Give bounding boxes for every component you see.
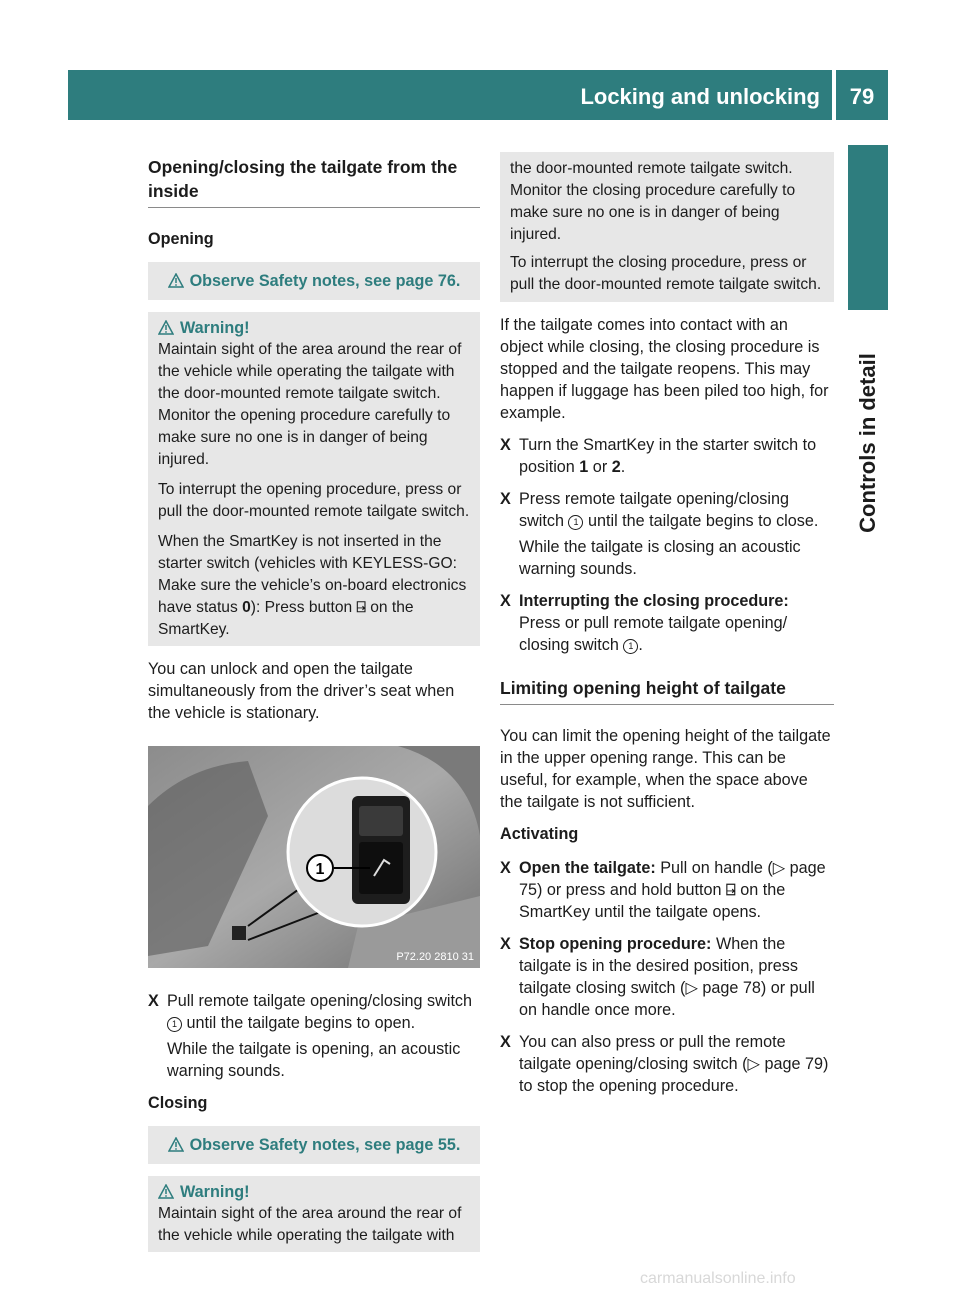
step-press-remote — [500, 1031, 834, 1097]
callout-1-icon: 1 — [167, 1017, 182, 1032]
left-column — [148, 155, 480, 1264]
right-column — [500, 152, 834, 1107]
side-tab-label — [848, 318, 888, 568]
step-text: Pull remote tailgate opening/closing switch — [167, 992, 473, 1010]
warning-continuation-p1: the door-mounted remote tailgate switch. Monitor the closing procedure carefully to make sure no one is in danger of being injured. — [510, 160, 796, 243]
footer-watermark: carmanualsonline.info — [640, 1270, 796, 1287]
side-tab-text: Controls in detail — [855, 353, 880, 533]
step-text: Press or pull remote tailgate opening/ closing switch — [519, 614, 788, 654]
warning-title-text: Warning! — [180, 1183, 250, 1201]
warning-1-p3c: on the SmartKey. — [158, 599, 414, 638]
warning-1-p3a: When the SmartKey is not inserted in the starter switch (vehicles with KEYLESS-GO: Make sure the vehicle’s on-board electronics have status — [158, 533, 467, 616]
closing-heading: Closing — [148, 1094, 208, 1112]
step-text: until the tailgate begins to close. — [587, 512, 819, 530]
step-press-switch — [500, 488, 834, 580]
warning-1-paragraph-1: Maintain sight of the area around the rear of the vehicle while operating the tailgate with the door-mounted remote tailgate switch. Monitor the opening procedure carefully to make sure no one is in danger of being injured. — [158, 341, 462, 468]
warning-box-2 — [148, 1176, 480, 1252]
step-bold-label: Interrupting the closing procedure: — [519, 592, 789, 610]
step-text: You can also press or pull the remote tailgate opening/closing switch (▷ page 79) to stop the opening procedure. — [519, 1033, 829, 1095]
step-text: until the tailgate begins to open. — [186, 1014, 416, 1032]
step-text: Pull on handle (▷ page 75) or press and hold button — [519, 859, 826, 899]
warning-2-paragraph-1: Maintain sight of the area around the rear of the vehicle while operating the tailgate with — [158, 1205, 462, 1244]
step-marker: X — [500, 436, 511, 454]
step-text: When the tailgate is in the desired position, press tailgate closing switch (▷ page 78) or pull on handle once more. — [519, 935, 815, 1019]
step-marker: X — [500, 592, 511, 610]
warning-triangle-icon — [168, 1137, 184, 1152]
warning-1-p3b: ): Press button — [250, 599, 353, 616]
warning-triangle-icon — [168, 273, 184, 288]
tailgate-key-icon: ⍈ — [356, 599, 366, 616]
callout-1-icon: 1 — [623, 639, 638, 654]
page-number: 79 — [849, 84, 875, 109]
section-title: Opening/closing the tailgate from the inside — [148, 155, 480, 208]
callout-1-icon: 1 — [568, 515, 583, 530]
paragraph-unlock-info: You can unlock and open the tailgate simultaneously from the driver’s seat when the vehicle is stationary. — [148, 660, 455, 722]
step-text: Turn the SmartKey in the starter switch to position — [519, 436, 817, 476]
step-bold-label: Stop opening procedure: — [519, 935, 712, 953]
page-title: Locking and unlocking — [580, 84, 820, 109]
warning-continuation-p2: To interrupt the closing procedure, press or pull the door-mounted remote tailgate switch. — [510, 254, 822, 293]
figure-code: P72.20 2810 31 — [396, 951, 474, 963]
warning-triangle-icon — [158, 320, 174, 335]
small-switch-shape — [232, 926, 246, 940]
warning-title — [158, 1181, 470, 1203]
warning-1-paragraph-3 — [158, 531, 470, 641]
step-open-tailgate — [500, 857, 834, 923]
step-pull-switch — [148, 990, 480, 1082]
step-continuation: While the tailgate is closing an acoustic warning sounds. — [519, 538, 801, 578]
step-marker: X — [500, 490, 511, 508]
step-continuation: While the tailgate is opening, an acoustic warning sounds. — [167, 1040, 461, 1080]
position-2: 2 — [611, 458, 621, 476]
step-text: . — [620, 458, 626, 476]
step-text: . — [638, 636, 643, 654]
step-interrupt-closing — [500, 590, 834, 656]
position-1: 1 — [579, 458, 589, 476]
paragraph-limiting: You can limit the opening height of the tailgate in the upper opening range. This can be useful, for example, when the space above the tailgate is not sufficient. — [500, 727, 831, 811]
step-text: Press remote tailgate opening/closing switch — [519, 490, 789, 530]
warning-triangle-icon — [158, 1184, 174, 1199]
safety-note-1-text: Observe Safety notes, see page 76. — [189, 272, 461, 290]
warning-1-paragraph-2: To interrupt the opening procedure, press or pull the door-mounted remote tailgate switch. — [158, 481, 470, 520]
side-tab-marker — [848, 145, 888, 310]
warning-box-1 — [148, 312, 480, 646]
step-turn-smartkey — [500, 434, 834, 478]
tailgate-switch-figure — [148, 746, 480, 968]
warning-title-text: Warning! — [180, 319, 250, 337]
section-title-limiting: Limiting opening height of tailgate — [500, 676, 834, 705]
status-value: 0 — [242, 599, 251, 616]
activating-heading: Activating — [500, 825, 579, 843]
safety-note-2-text: Observe Safety notes, see page 55. — [189, 1136, 461, 1154]
opening-heading: Opening — [148, 230, 214, 248]
callout-number: 1 — [315, 861, 325, 878]
safety-note-1 — [148, 262, 480, 300]
step-marker: X — [500, 859, 511, 877]
step-text: or — [588, 458, 612, 476]
step-marker: X — [148, 992, 159, 1010]
paragraph-obstruction: If the tailgate comes into contact with an object while closing, the closing procedure is stopped and the tailgate reopens. This may happen if luggage has been piled too high, for example. — [500, 316, 829, 422]
switch-upper-panel — [359, 806, 403, 836]
step-marker: X — [500, 1033, 511, 1051]
step-text: on the SmartKey until the tailgate opens. — [519, 881, 786, 921]
safety-note-2 — [148, 1126, 480, 1164]
tailgate-key-icon: ⍈ — [725, 881, 736, 899]
step-stop-opening — [500, 933, 834, 1021]
warning-title — [158, 317, 470, 339]
warning-continuation-box — [500, 152, 834, 302]
step-marker: X — [500, 935, 511, 953]
step-bold-label: Open the tailgate: — [519, 859, 656, 877]
